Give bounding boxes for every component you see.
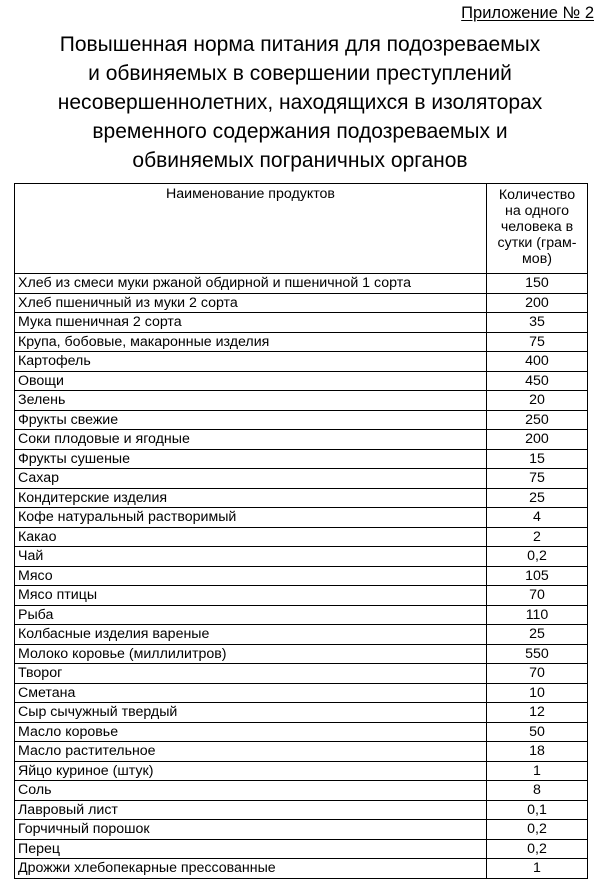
table-row (15, 488, 588, 508)
table-row (15, 722, 588, 742)
product-name-cell: Колбасные изделия вареные (15, 625, 487, 645)
product-name-cell: Фрукты свежие (15, 410, 487, 430)
quantity-cell: 4 (487, 508, 588, 528)
quantity-cell: 10 (487, 683, 588, 703)
product-name-cell: Лавровый лист (15, 800, 487, 820)
quantity-cell: 200 (487, 293, 588, 313)
table-row (15, 469, 588, 489)
product-name-cell: Мясо птицы (15, 586, 487, 606)
table-row (15, 371, 588, 391)
quantity-cell: 70 (487, 664, 588, 684)
quantity-cell: 20 (487, 391, 588, 411)
title-line: и обвиняемых в совершении преступлений (88, 62, 512, 85)
product-name-cell: Какао (15, 527, 487, 547)
product-name-cell: Соки плодовые и ягодные (15, 430, 487, 450)
title-line: временного содержания подозреваемых и (92, 120, 508, 143)
quantity-cell: 8 (487, 781, 588, 801)
appendix-label: Приложение № 2 (461, 4, 594, 22)
quantity-cell: 75 (487, 332, 588, 352)
product-name-cell: Кондитерские изделия (15, 488, 487, 508)
quantity-cell: 110 (487, 605, 588, 625)
product-name-cell: Чай (15, 547, 487, 567)
table-row (15, 274, 588, 294)
table-row (15, 332, 588, 352)
quantity-cell: 0,2 (487, 839, 588, 859)
table-row (15, 586, 588, 606)
product-name-cell: Молоко коровье (миллилитров) (15, 644, 487, 664)
table-header-row (15, 184, 588, 274)
quantity-cell: 12 (487, 703, 588, 723)
product-name-cell: Сахар (15, 469, 487, 489)
header-quantity (487, 184, 588, 274)
table-row (15, 800, 588, 820)
product-name-cell: Хлеб из смеси муки ржаной обдирной и пшеничной 1 сорта (15, 274, 487, 294)
title-line: несовершеннолетних, находящихся в изоляторах (57, 91, 543, 114)
product-name-cell: Творог (15, 664, 487, 684)
document-title (0, 30, 600, 175)
quantity-cell: 75 (487, 469, 588, 489)
quantity-cell: 35 (487, 313, 588, 333)
table-row (15, 527, 588, 547)
table-row (15, 703, 588, 723)
quantity-cell: 550 (487, 644, 588, 664)
product-name-cell: Яйцо куриное (штук) (15, 761, 487, 781)
quantity-cell: 105 (487, 566, 588, 586)
header-product-name: Наименование продуктов (15, 184, 487, 274)
table-row (15, 781, 588, 801)
quantity-cell: 25 (487, 625, 588, 645)
quantity-cell: 200 (487, 430, 588, 450)
table-row (15, 820, 588, 840)
quantity-cell: 1 (487, 761, 588, 781)
table-row (15, 761, 588, 781)
quantity-cell: 0,2 (487, 820, 588, 840)
table-row (15, 644, 588, 664)
product-name-cell: Масло растительное (15, 742, 487, 762)
quantity-cell: 50 (487, 722, 588, 742)
table-row (15, 293, 588, 313)
product-name-cell: Кофе натуральный растворимый (15, 508, 487, 528)
product-name-cell: Мука пшеничная 2 сорта (15, 313, 487, 333)
quantity-cell: 250 (487, 410, 588, 430)
product-name-cell: Масло коровье (15, 722, 487, 742)
title-line: Повышенная норма питания для подозреваемых (59, 33, 541, 56)
table-row (15, 430, 588, 450)
quantity-cell: 70 (487, 586, 588, 606)
product-name-cell: Хлеб пшеничный из муки 2 сорта (15, 293, 487, 313)
quantity-cell: 2 (487, 527, 588, 547)
header-quantity-line: сутки (грам- (497, 235, 577, 251)
header-quantity-line: Количество (498, 187, 576, 203)
quantity-cell: 1 (487, 859, 588, 879)
product-name-cell: Соль (15, 781, 487, 801)
table-row (15, 566, 588, 586)
product-name-cell: Перец (15, 839, 487, 859)
table-row (15, 449, 588, 469)
product-name-cell: Рыба (15, 605, 487, 625)
table-row (15, 410, 588, 430)
table-row (15, 625, 588, 645)
product-name-cell: Горчичный порошок (15, 820, 487, 840)
quantity-cell: 25 (487, 488, 588, 508)
food-norms-table (14, 183, 588, 879)
product-name-cell: Картофель (15, 352, 487, 372)
product-name-cell: Крупа, бобовые, макаронные изделия (15, 332, 487, 352)
quantity-cell: 400 (487, 352, 588, 372)
table-row (15, 683, 588, 703)
table-row (15, 664, 588, 684)
product-name-cell: Сметана (15, 683, 487, 703)
table-row (15, 605, 588, 625)
product-name-cell: Фрукты сушеные (15, 449, 487, 469)
table-row (15, 859, 588, 879)
product-name-cell: Овощи (15, 371, 487, 391)
product-name-cell: Мясо (15, 566, 487, 586)
quantity-cell: 18 (487, 742, 588, 762)
header-quantity-line: человека в (500, 219, 574, 235)
table-row (15, 391, 588, 411)
quantity-cell: 150 (487, 274, 588, 294)
quantity-cell: 15 (487, 449, 588, 469)
quantity-cell: 0,2 (487, 547, 588, 567)
header-quantity-line: на одного (504, 203, 569, 219)
table-row (15, 742, 588, 762)
table-row (15, 508, 588, 528)
table-row (15, 547, 588, 567)
quantity-cell: 0,1 (487, 800, 588, 820)
table-body (15, 274, 588, 879)
title-line: обвиняемых пограничных органов (132, 149, 468, 172)
table-row (15, 313, 588, 333)
product-name-cell: Сыр сычужный твердый (15, 703, 487, 723)
product-name-cell: Зелень (15, 391, 487, 411)
table-row (15, 839, 588, 859)
product-name-cell: Дрожжи хлебопекарные прессованные (15, 859, 487, 879)
quantity-cell: 450 (487, 371, 588, 391)
header-quantity-line: мов) (522, 251, 552, 267)
table-row (15, 352, 588, 372)
